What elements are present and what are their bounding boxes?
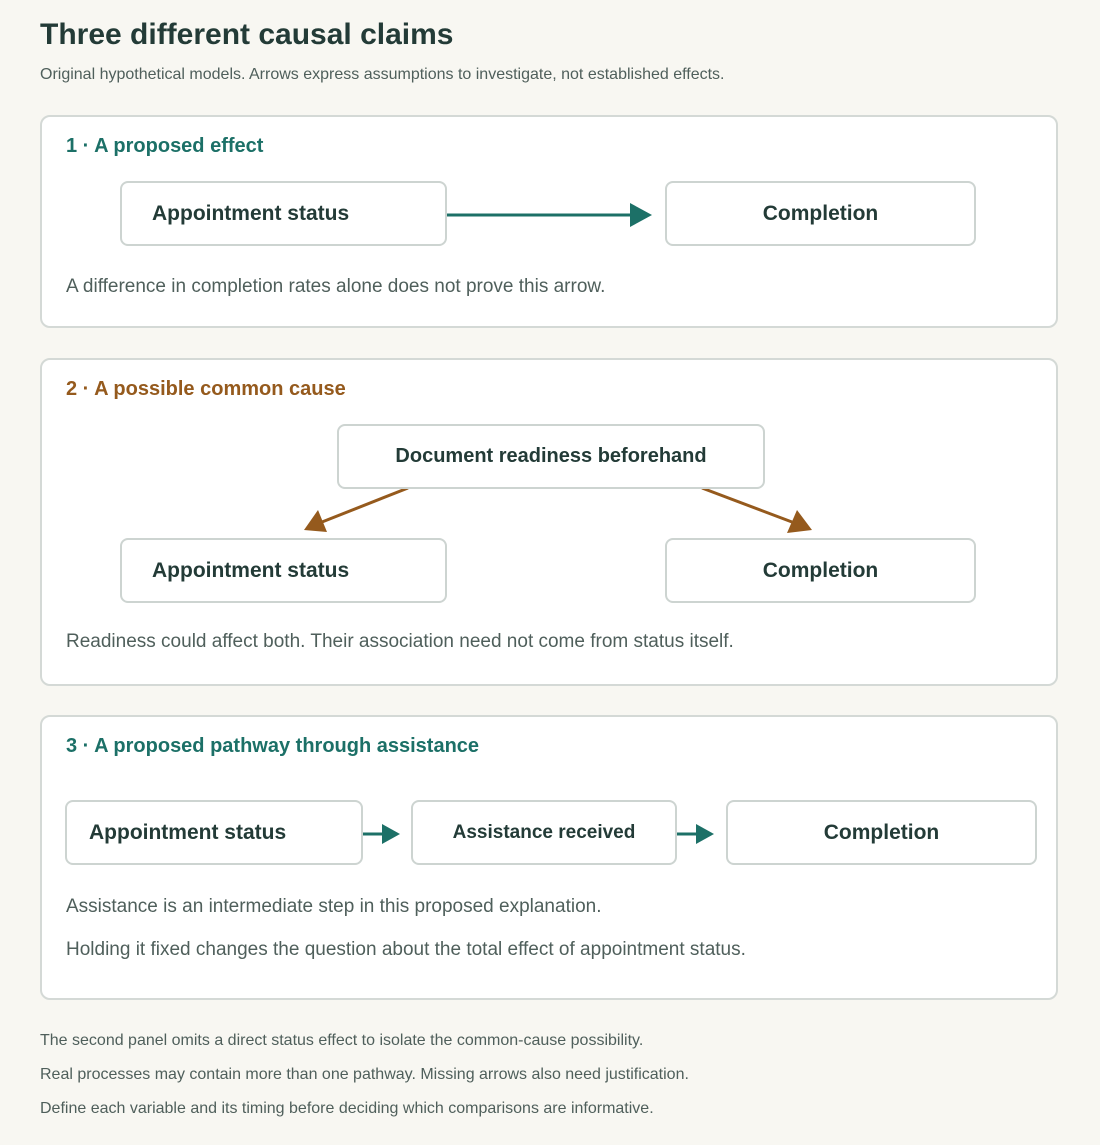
panel-1-note: A difference in completion rates alone does not prove this arrow.: [66, 276, 606, 297]
arrow-readiness-to-status: [322, 488, 408, 522]
node-completion: Completion: [726, 800, 1037, 865]
node-appointment-status: Appointment status: [120, 181, 447, 246]
panel-2-title: 2 · A possible common cause: [66, 378, 346, 400]
node-completion: Completion: [665, 181, 976, 246]
panel-3-note-1: Assistance is an intermediate step in this proposed explanation.: [66, 896, 602, 917]
panel-common-cause: [40, 358, 1058, 686]
arrowhead-status-to-assistance: [382, 824, 400, 844]
panel-3-title: 3 · A proposed pathway through assistance: [66, 735, 480, 757]
panel-proposed-effect: [40, 115, 1058, 328]
page-title: Three different causal claims: [40, 18, 454, 51]
arrowhead-status-to-completion: [630, 203, 652, 227]
panel-3-note-2: Holding it fixed changes the question about the total effect of appointment status.: [66, 939, 746, 960]
panel-pathway: [40, 715, 1058, 1000]
arrow-readiness-to-completion: [702, 488, 792, 522]
panel-1-title: 1 · A proposed effect: [66, 135, 264, 157]
footer-note-1: The second panel omits a direct status effect to isolate the common-cause possibility.: [40, 1032, 644, 1049]
panel-2-note: Readiness could affect both. Their association need not come from status itself.: [66, 631, 734, 652]
footer-note-3: Define each variable and its timing before deciding which comparisons are informative.: [40, 1100, 654, 1117]
page-subtitle: Original hypothetical models. Arrows express assumptions to investigate, not established effects.: [40, 66, 725, 83]
node-assistance-received: Assistance received: [411, 800, 677, 865]
node-completion: Completion: [665, 538, 976, 603]
node-appointment-status: Appointment status: [65, 800, 363, 865]
node-document-readiness: Document readiness beforehand: [337, 424, 765, 489]
node-appointment-status: Appointment status: [120, 538, 447, 603]
arrowhead-assistance-to-completion: [696, 824, 714, 844]
footer-note-2: Real processes may contain more than one pathway. Missing arrows also need justification.: [40, 1066, 689, 1083]
